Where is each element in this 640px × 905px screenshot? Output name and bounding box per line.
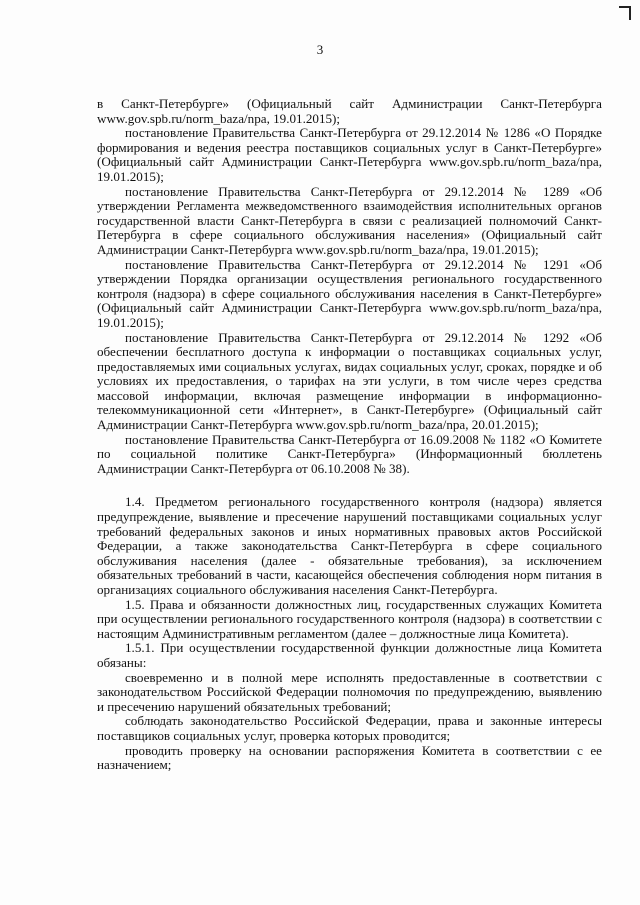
paragraph-resolution-1286: постановление Правительства Санкт-Петербурга от 29.12.2014 № 1286 «О Порядке формирования и ведения реестра поставщиков социальных услуг в Санкт-Петербурге» (Официальный сайт Администрации Санкт-Петербурга www.gov.spb.ru/norm_baza/npa, 19.01.2015); (97, 125, 602, 184)
paragraph-resolution-1182: постановление Правительства Санкт-Петербурга от 16.09.2008 № 1182 «О Комитете по социальной политике Санкт-Петербурга» (Информационный бюллетень Администрации Санкт-Петербурга от 06.10.2008 № 38). (97, 431, 602, 476)
paragraph-section-1-5: 1.5. Права и обязанности должностных лиц, государственных служащих Комитета при осуществлении регионального государственного контроля (надзора) в соответствии с настоящим Административным регламентом (далее – должностные лица Комитета). (97, 596, 602, 641)
paragraph-continuation: в Санкт-Петербурге» (Официальный сайт Администрации Санкт-Петербурга www.gov.spb.ru/norm_baza/npa, 19.01.2015); (97, 96, 602, 126)
page-number: 3 (316, 42, 324, 57)
paragraph-duty-2: соблюдать законодательство Российской Федерации, права и законные интересы поставщиков социальных услуг, проверка которых проводится; (97, 713, 602, 743)
paragraph-resolution-1292: постановление Правительства Санкт-Петербурга от 29.12.2014 № 1292 «Об обеспечении бесплатного доступа к информации о поставщиках социальных услуг, предоставляемых ими социальных услугах, видах социальных услуг, сроках, порядке и об условиях их предоставления, о тарифах на эти услуги, в том числе через средства массовой информации, включая размещение информации в информационно-телекоммуникационной сети «Интернет», в Санкт-Петербурге» (Официальный сайт Администрации Санкт-Петербурга www.gov.spb.ru/norm_baza/npa, 20.01.2015); (97, 329, 602, 433)
paragraph-section-1-5-1: 1.5.1. При осуществлении государственной функции должностные лица Комитета обязаны: (97, 640, 602, 670)
paragraph-section-1-4: 1.4. Предметом регионального государственного контроля (надзора) является предупреждение, выявление и пресечение нарушений поставщиками социальных услуг требований федеральных законов и иных нормативных правовых актов Российской Федерации, а также законодательства Санкт-Петербурга в сфере социального обслуживания населения (далее - обязательные требования), за исключением обязательных требований в части, касающейся обеспечения соблюдения норм питания в организациях социального обслуживания населения Санкт-Петербурга. (97, 494, 602, 597)
paragraph-resolution-1291: постановление Правительства Санкт-Петербурга от 29.12.2014 № 1291 «Об утверждении Порядка организации осуществления регионального государственного контроля (надзора) в сфере социального обслуживания населения в Санкт-Петербурге» (Официальный сайт Администрации Санкт-Петербурга www.gov.spb.ru/norm_baza/npa, 19.01.2015); (97, 256, 602, 330)
scan-corner-mark (619, 6, 631, 20)
paragraph-duty-3: проводить проверку на основании распоряжения Комитета в соответствии с ее назначением; (97, 742, 602, 773)
paragraph-resolution-1289: постановление Правительства Санкт-Петербурга от 29.12.2014 № 1289 «Об утверждении Регламента межведомственного взаимодействия исполнительных органов государственной власти Санкт-Петербурга в связи с реализацией полномочий Санкт-Петербурга в сфере социального обслуживания населения» (Официальный сайт Администрации Санкт-Петербурга www.gov.spb.ru/norm_baza/npa, 19.01.2015); (97, 183, 602, 257)
document-body (97, 97, 602, 773)
paragraph-duty-1: своевременно и в полной мере исполнять предоставленные в соответствии с законодательством Российской Федерации полномочия по предупреждению, выявлению и пресечению нарушений обязательных требований; (97, 669, 602, 714)
paragraph-gap (97, 476, 602, 495)
